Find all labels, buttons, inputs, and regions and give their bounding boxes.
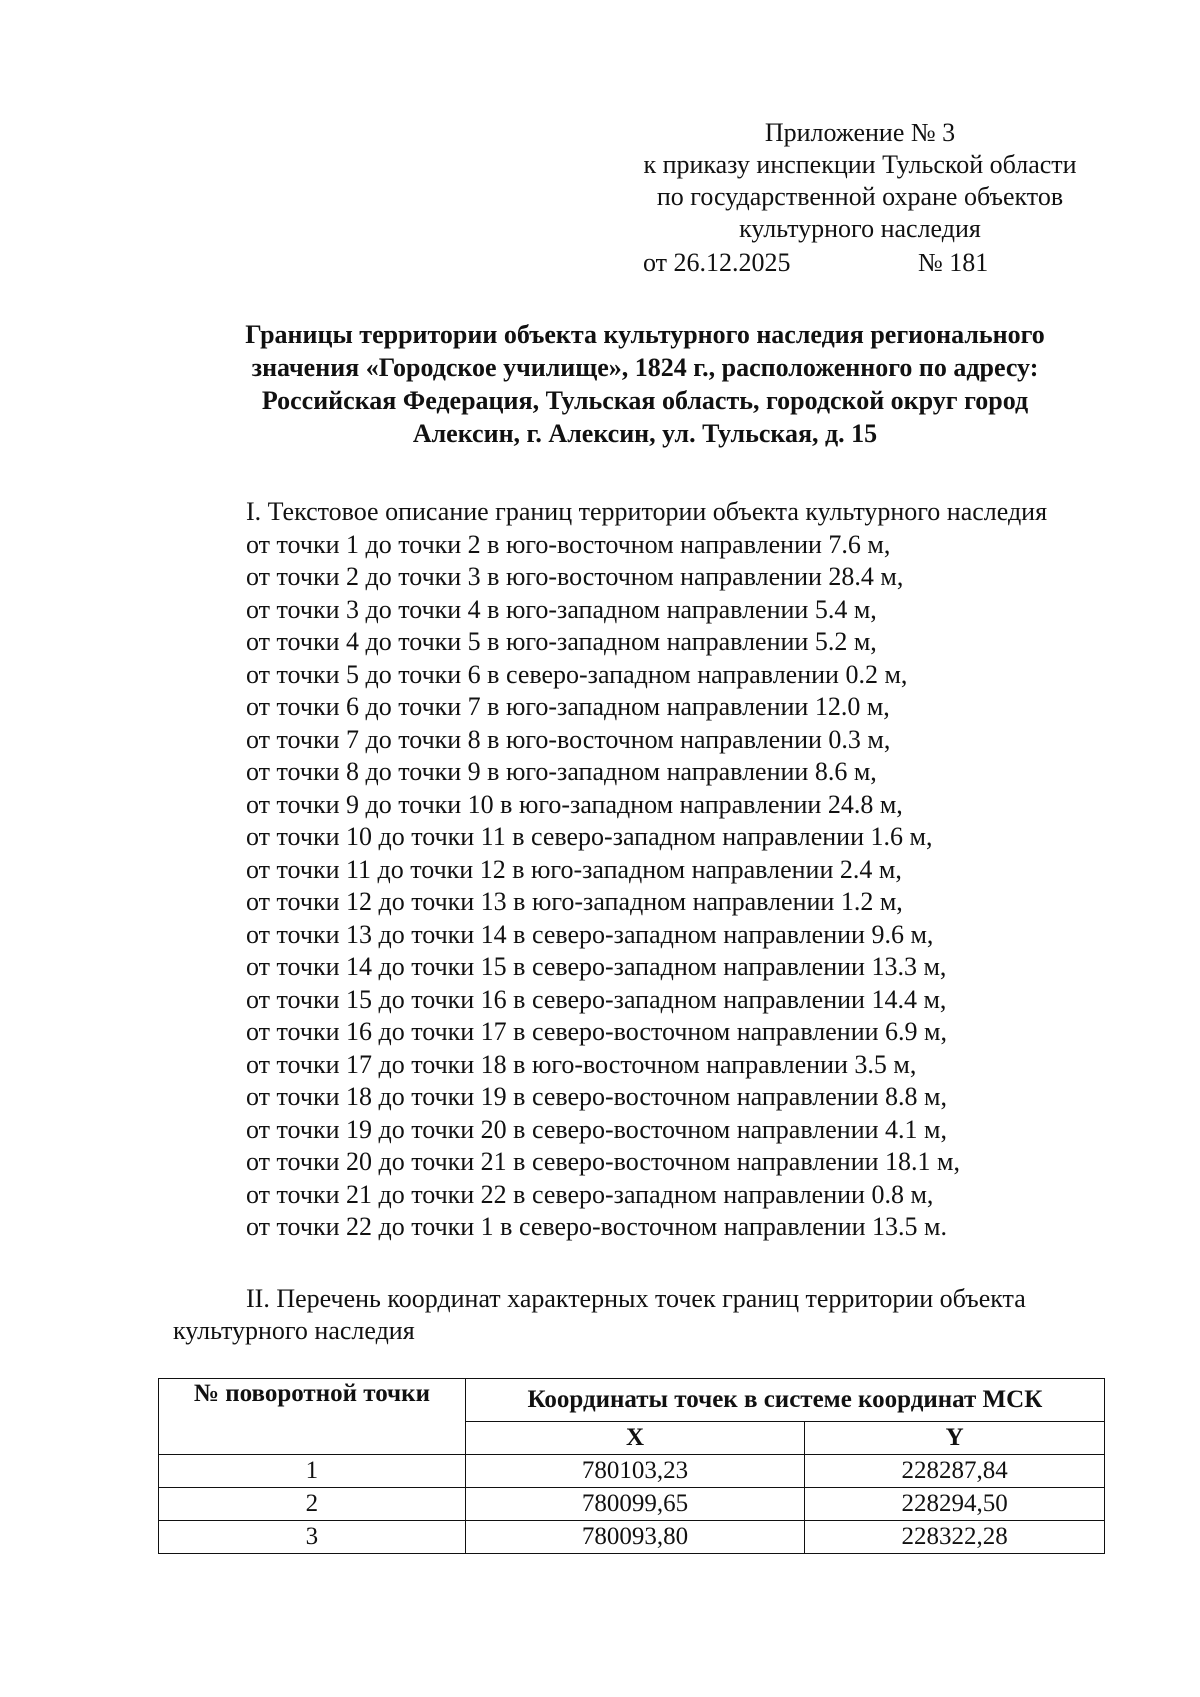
table-row <box>159 1521 1105 1554</box>
boundary-line: от точки 16 до точки 17 в северо-восточном направлении 6.9 м, <box>246 1017 947 1046</box>
boundary-line: от точки 10 до точки 11 в северо-западном направлении 1.6 м, <box>246 822 933 851</box>
boundary-line: от точки 17 до точки 18 в юго-восточном направлении 3.5 м, <box>246 1049 917 1079</box>
document-title <box>170 318 1120 450</box>
boundary-line: от точки 8 до точки 9 в юго-западном направлении 8.6 м, <box>246 757 877 786</box>
y-header: Y <box>805 1422 1105 1455</box>
x-cell: 780093,80 <box>465 1521 804 1554</box>
boundary-line: от точки 9 до точки 10 в юго-западном направлении 24.8 м, <box>246 789 903 819</box>
point-number-cell: 2 <box>159 1488 466 1521</box>
boundary-line: от точки 15 до точки 16 в северо-западном направлении 14.4 м, <box>246 984 947 1014</box>
y-cell: 228287,84 <box>805 1455 1105 1488</box>
point-number-cell: 3 <box>159 1521 466 1554</box>
boundary-line: от точки 13 до точки 14 в северо-западном направлении 9.6 м, <box>246 919 934 949</box>
appendix-line-3: по государственной охране объектов <box>656 182 1064 211</box>
y-cell: 228294,50 <box>805 1488 1105 1521</box>
boundary-line: от точки 14 до точки 15 в северо-западном направлении 13.3 м, <box>246 952 947 981</box>
y-cell: 228322,28 <box>805 1521 1105 1554</box>
table-row <box>159 1455 1105 1488</box>
appendix-line-4: культурного наследия <box>739 214 981 243</box>
x-cell: 780099,65 <box>465 1488 804 1521</box>
section-2-heading: II. Перечень координат характерных точек границ территории объекта культурного наследия <box>173 1284 1026 1345</box>
order-number: № 181 <box>918 248 989 277</box>
point-number-header: № поворотной точки <box>159 1379 466 1455</box>
x-cell: 780103,23 <box>465 1455 804 1488</box>
coordinates-table <box>158 1378 1105 1554</box>
table-row <box>159 1488 1105 1521</box>
boundary-description-section <box>246 496 1047 1244</box>
boundary-line: от точки 1 до точки 2 в юго-восточном направлении 7.6 м, <box>246 529 891 559</box>
boundary-line: от точки 18 до точки 19 в северо-восточном направлении 8.8 м, <box>246 1082 947 1111</box>
title-line-2: значения «Городское училище», 1824 г., расположенного по адресу: <box>251 353 1039 382</box>
boundary-line: от точки 2 до точки 3 в юго-восточном направлении 28.4 м, <box>246 562 904 591</box>
boundary-line: от точки 4 до точки 5 в юго-западном направлении 5.2 м, <box>246 627 877 656</box>
boundary-line: от точки 19 до точки 20 в северо-восточном направлении 4.1 м, <box>246 1114 947 1144</box>
coordinates-header: Координаты точек в системе координат МСК <box>465 1379 1104 1422</box>
appendix-line-2: к приказу инспекции Тульской области <box>643 150 1077 179</box>
boundary-line: от точки 11 до точки 12 в юго-западном направлении 2.4 м, <box>246 854 902 884</box>
boundary-line: от точки 12 до точки 13 в юго-западном направлении 1.2 м, <box>246 887 903 916</box>
appendix-line-1: Приложение № 3 <box>764 118 956 147</box>
order-date: от 26.12.2025 <box>643 248 791 277</box>
appendix-header <box>610 117 1110 245</box>
title-line-1: Границы территории объекта культурного наследия регионального <box>245 320 1045 349</box>
boundary-line: от точки 7 до точки 8 в юго-восточном направлении 0.3 м, <box>246 724 891 754</box>
boundary-line: от точки 5 до точки 6 в северо-западном направлении 0.2 м, <box>246 659 908 689</box>
point-number-cell: 1 <box>159 1455 466 1488</box>
boundary-line: от точки 21 до точки 22 в северо-западном направлении 0.8 м, <box>246 1179 934 1209</box>
boundary-line: от точки 20 до точки 21 в северо-восточном направлении 18.1 м, <box>246 1147 960 1176</box>
boundary-line: от точки 22 до точки 1 в северо-восточном направлении 13.5 м. <box>246 1212 947 1241</box>
section-1-heading: I. Текстовое описание границ территории объекта культурного наследия <box>246 497 1048 526</box>
title-line-3: Российская Федерация, Тульская область, городской округ город <box>261 386 1029 415</box>
x-header: X <box>465 1422 804 1455</box>
title-line-4: Алексин, г. Алексин, ул. Тульская, д. 15 <box>412 419 878 448</box>
boundary-line: от точки 6 до точки 7 в юго-западном направлении 12.0 м, <box>246 692 890 721</box>
boundary-line: от точки 3 до точки 4 в юго-западном направлении 5.4 м, <box>246 594 877 624</box>
